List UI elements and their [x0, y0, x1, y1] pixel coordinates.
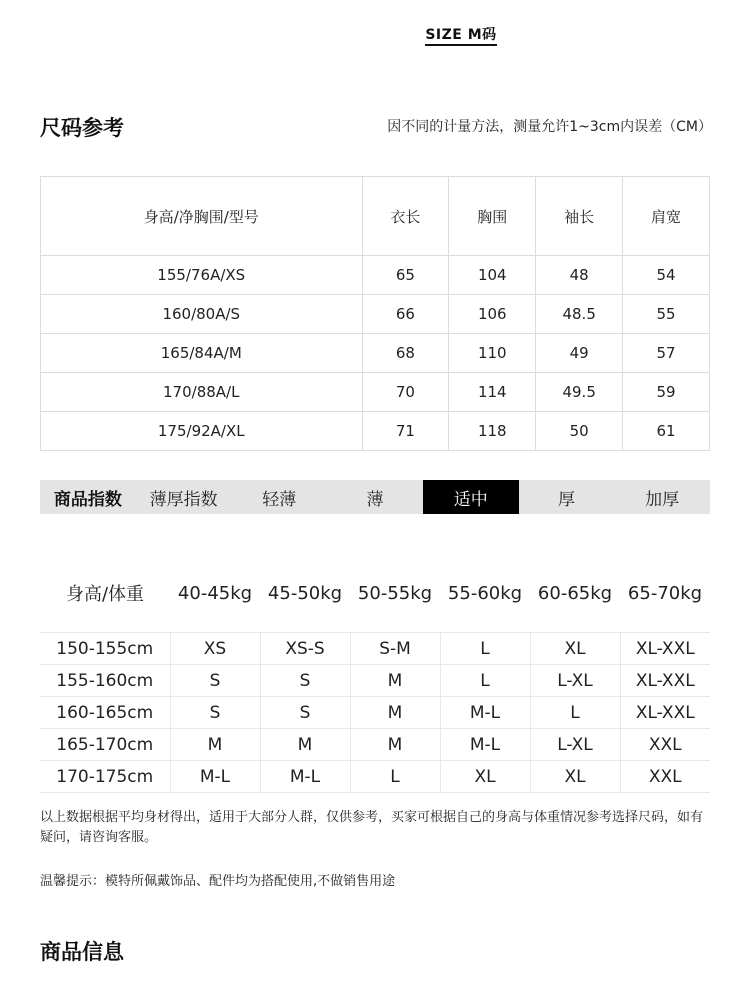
- height-weight-cell: XS-S: [260, 633, 350, 665]
- height-weight-cell: XL: [530, 761, 620, 793]
- size-chart-cell: 165/84A/M: [41, 334, 363, 373]
- height-weight-row: [40, 761, 710, 793]
- product-info-title: 商品信息: [40, 940, 124, 964]
- height-weight-cell: 150-155cm: [40, 633, 170, 665]
- size-chart-cell: 50: [536, 412, 623, 451]
- height-weight-cell: M: [350, 697, 440, 729]
- height-weight-cell: XL-XXL: [620, 697, 710, 729]
- size-chart-cell: 106: [449, 295, 536, 334]
- height-weight-cell: XXL: [620, 729, 710, 761]
- height-weight-header: 40-45kg: [177, 582, 253, 604]
- height-weight-cell: XL-XXL: [620, 633, 710, 665]
- height-weight-cell: L: [530, 697, 620, 729]
- height-weight-cell: 170-175cm: [40, 761, 170, 793]
- measurement-note: 因不同的计量方法，测量允许1~3cm内误差（CM）: [387, 119, 712, 135]
- size-chart-cell: 55: [623, 295, 710, 334]
- thickness-option: 加厚: [645, 489, 680, 510]
- height-weight-cell: XS: [170, 633, 260, 665]
- height-weight-cell: XXL: [620, 761, 710, 793]
- height-weight-row: [40, 729, 710, 761]
- height-weight-cell: M: [260, 729, 350, 761]
- size-chart-header: 身高/净胸围/型号: [41, 177, 363, 256]
- size-chart-cell: 175/92A/XL: [41, 412, 363, 451]
- size-chart-cell: 57: [623, 334, 710, 373]
- size-chart-table: [40, 176, 710, 451]
- height-weight-cell: L: [440, 633, 530, 665]
- height-weight-row: [40, 697, 710, 729]
- size-chart-cell: 54: [623, 256, 710, 295]
- size-chart-header-row: [41, 177, 710, 256]
- height-weight-table: [40, 570, 710, 793]
- height-weight-cell: S: [260, 665, 350, 697]
- height-weight-header: 50-55kg: [357, 582, 433, 604]
- size-heading-text: SIZE M码: [425, 27, 496, 46]
- size-chart-cell: 110: [449, 334, 536, 373]
- size-chart-cell: 48.5: [536, 295, 623, 334]
- size-chart-cell: 118: [449, 412, 536, 451]
- height-weight-cell: M: [170, 729, 260, 761]
- size-chart-cell: 160/80A/S: [41, 295, 363, 334]
- height-weight-header: 45-50kg: [267, 582, 343, 604]
- size-chart-cell: 114: [449, 373, 536, 412]
- size-chart-cell: 59: [623, 373, 710, 412]
- size-reference-title: 尺码参考: [40, 116, 124, 140]
- height-weight-cell: 160-165cm: [40, 697, 170, 729]
- height-weight-cell: 155-160cm: [40, 665, 170, 697]
- height-weight-cell: XL: [530, 633, 620, 665]
- thickness-label: 商品指数: [53, 489, 122, 510]
- size-chart-cell: 71: [362, 412, 449, 451]
- size-chart-row: [41, 295, 710, 334]
- height-weight-row: [40, 633, 710, 665]
- height-weight-cell: L: [350, 761, 440, 793]
- size-chart-header: 胸围: [449, 177, 536, 256]
- thickness-option: 轻薄: [262, 489, 297, 510]
- height-weight-header: 55-60kg: [447, 582, 523, 604]
- size-chart-row: [41, 412, 710, 451]
- size-chart-cell: 70: [362, 373, 449, 412]
- size-chart-cell: 48: [536, 256, 623, 295]
- height-weight-cell: 165-170cm: [40, 729, 170, 761]
- size-chart-header: 衣长: [362, 177, 449, 256]
- height-weight-cell: L-XL: [530, 665, 620, 697]
- size-chart-row: [41, 334, 710, 373]
- disclaimer-text: 以上数据根据平均身材得出，适用于大部分人群，仅供参考，买家可根据自己的身高与体重情况参考选择尺码，如有疑问，请咨询客服。: [40, 810, 704, 845]
- size-chart-cell: 61: [623, 412, 710, 451]
- size-chart-cell: 155/76A/XS: [41, 256, 363, 295]
- height-weight-cell: M: [350, 665, 440, 697]
- height-weight-cell: S: [170, 665, 260, 697]
- size-heading: [0, 24, 750, 44]
- height-weight-cell: L: [440, 665, 530, 697]
- tip-text: 温馨提示：模特所佩戴饰品、配件均为搭配使用,不做销售用途: [40, 874, 396, 889]
- height-weight-cell: M-L: [170, 761, 260, 793]
- height-weight-header: 身高/体重: [65, 584, 145, 605]
- size-chart-cell: 68: [362, 334, 449, 373]
- size-chart-header: 肩宽: [623, 177, 710, 256]
- height-weight-cell: S: [170, 697, 260, 729]
- thickness-option-selected: 适中: [423, 480, 519, 514]
- size-chart-cell: 170/88A/L: [41, 373, 363, 412]
- size-chart-cell: 66: [362, 295, 449, 334]
- height-weight-cell: M-L: [260, 761, 350, 793]
- height-weight-cell: XL: [440, 761, 530, 793]
- height-weight-cell: L-XL: [530, 729, 620, 761]
- height-weight-header-row: [40, 570, 710, 616]
- height-weight-cell: M-L: [440, 729, 530, 761]
- height-weight-cell: S: [260, 697, 350, 729]
- thickness-index-bar: [40, 480, 710, 514]
- size-chart-cell: 65: [362, 256, 449, 295]
- height-weight-row: [40, 665, 710, 697]
- thickness-option: 薄厚指数: [149, 489, 218, 510]
- height-weight-header: 60-65kg: [537, 582, 613, 604]
- height-weight-cell: M-L: [440, 697, 530, 729]
- size-chart-row: [41, 256, 710, 295]
- height-weight-header: 65-70kg: [627, 582, 703, 604]
- size-chart-header: 袖长: [536, 177, 623, 256]
- height-weight-cell: S-M: [350, 633, 440, 665]
- size-chart-cell: 49: [536, 334, 623, 373]
- height-weight-cell: M: [350, 729, 440, 761]
- height-weight-cell: XL-XXL: [620, 665, 710, 697]
- size-chart-cell: 49.5: [536, 373, 623, 412]
- size-chart-cell: 104: [449, 256, 536, 295]
- size-chart-row: [41, 373, 710, 412]
- thickness-option: 厚: [557, 489, 575, 510]
- thickness-option: 薄: [366, 489, 384, 510]
